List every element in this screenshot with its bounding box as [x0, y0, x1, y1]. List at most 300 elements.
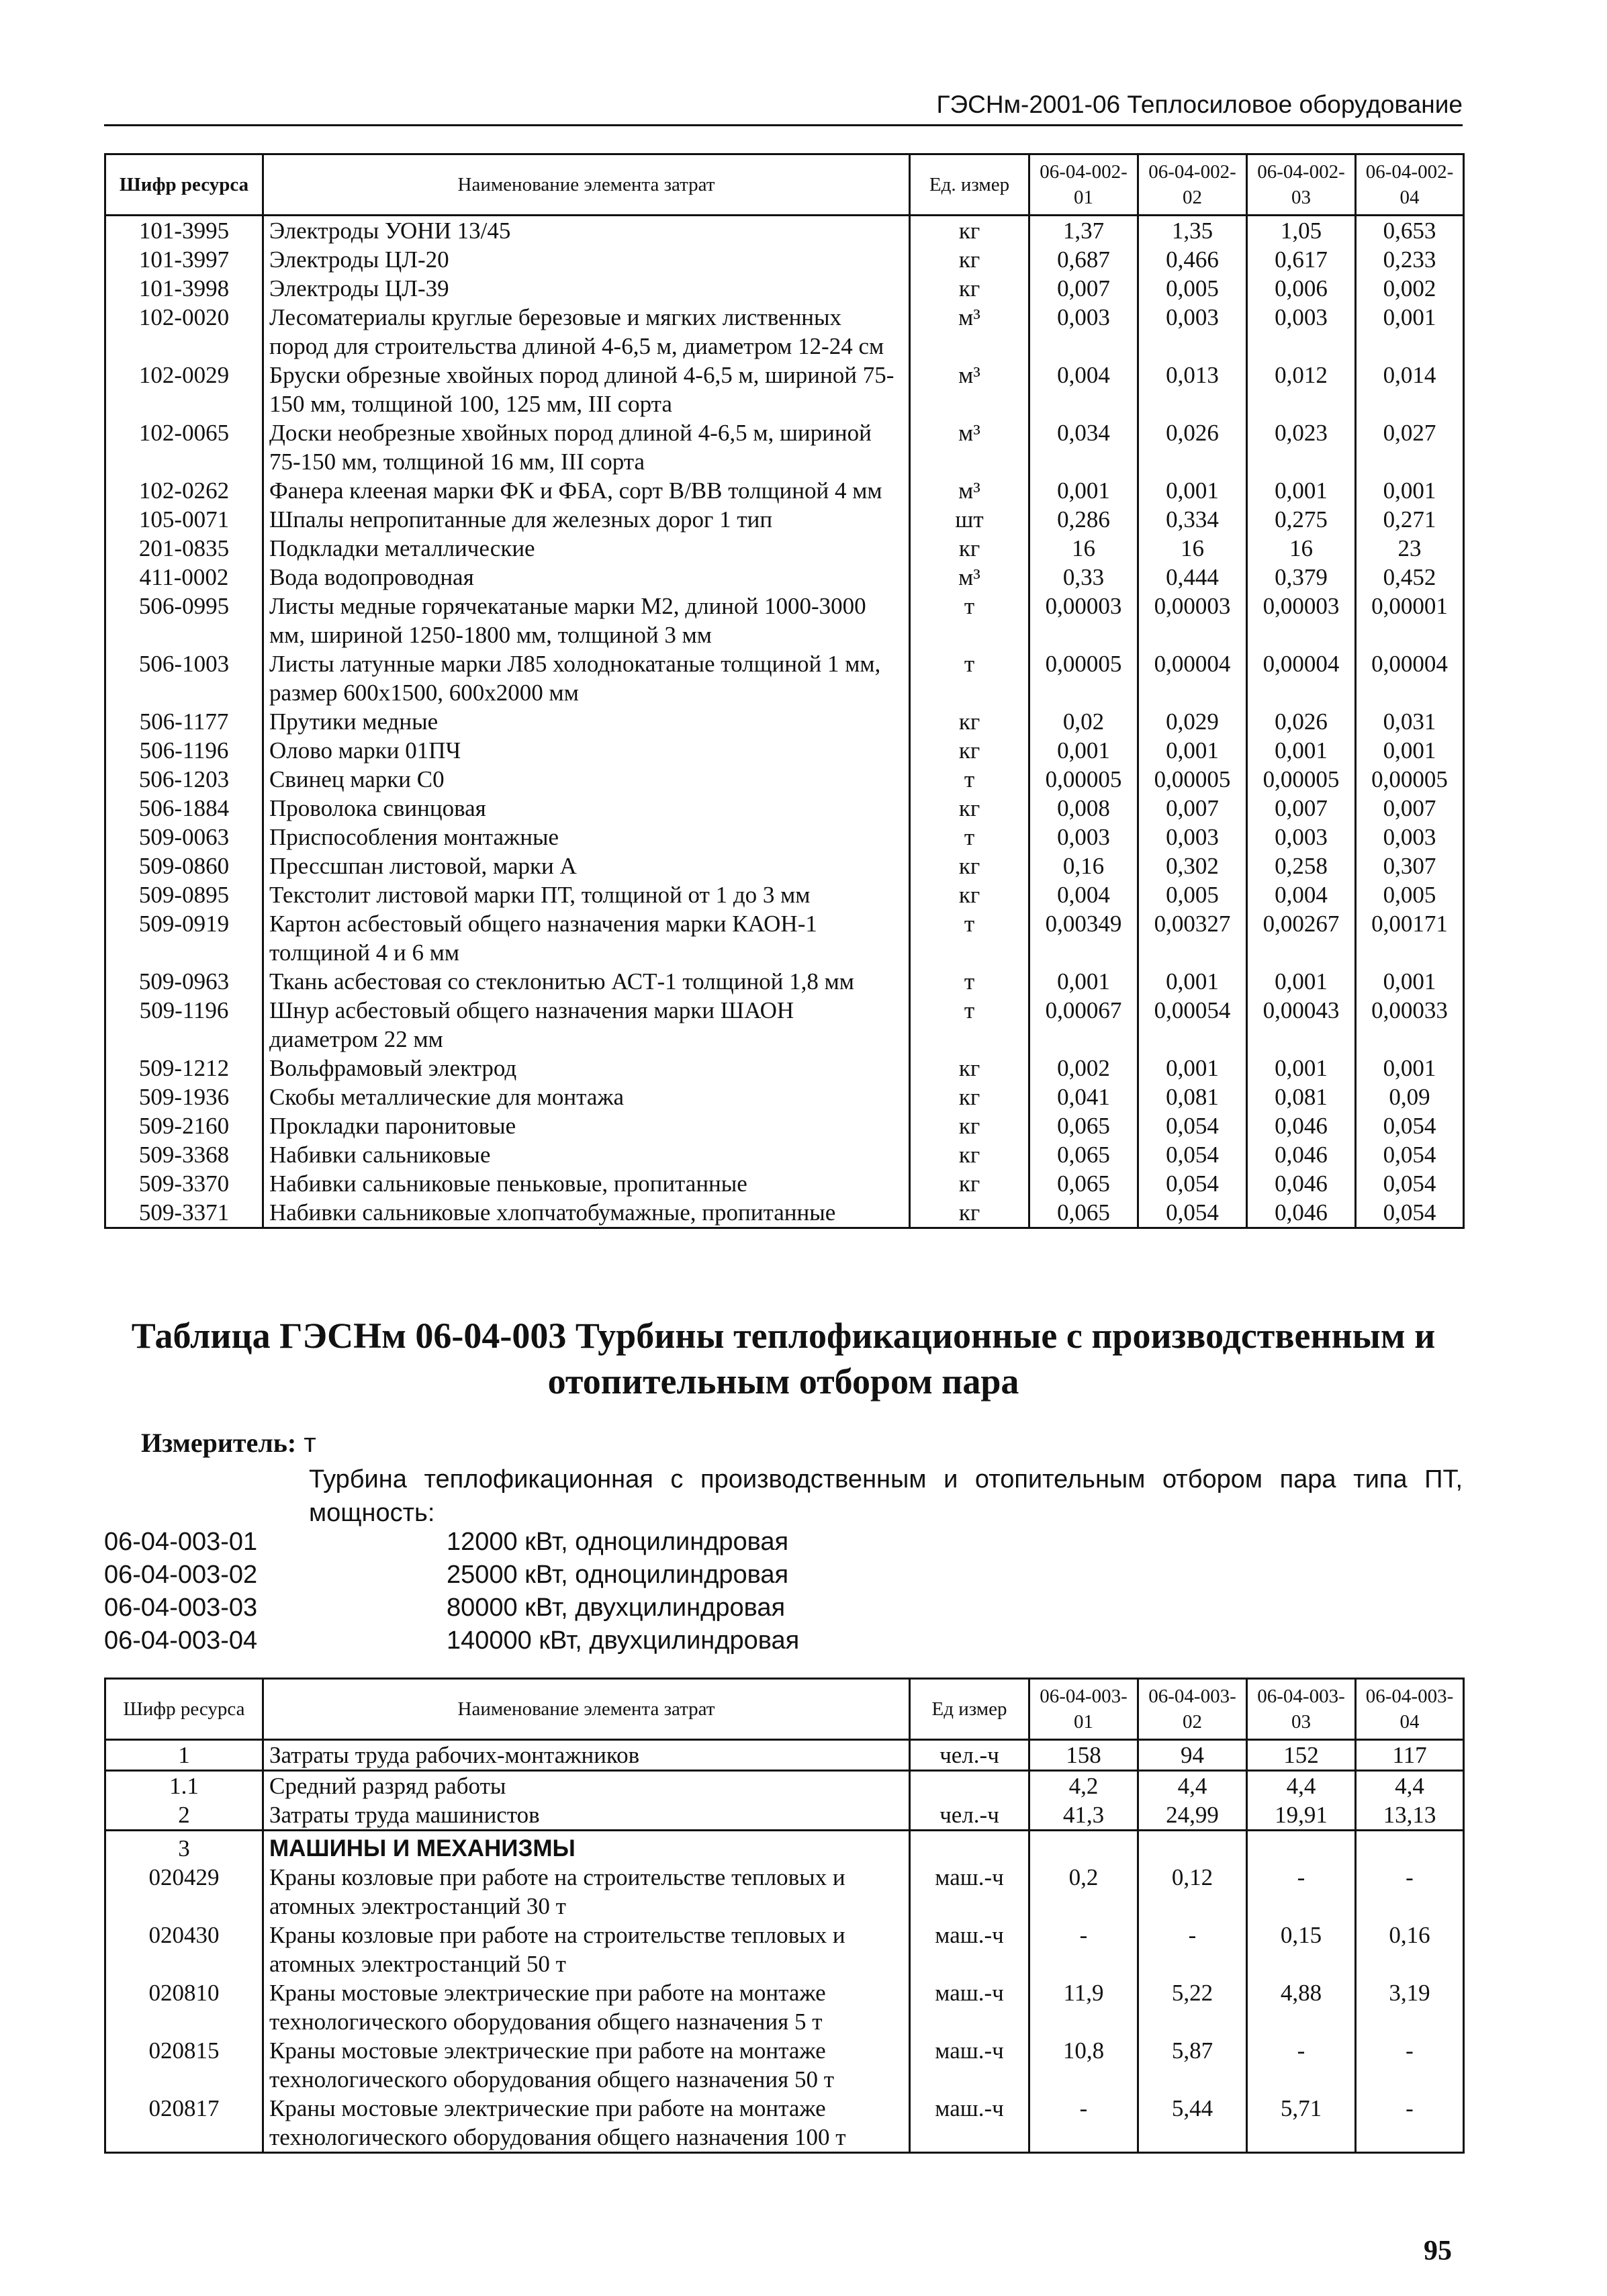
cell-unit: м³	[910, 418, 1029, 476]
cell-name: Приспособления монтажные	[263, 823, 910, 852]
table-row	[105, 2094, 1464, 2153]
cell-variant-3: 0,617	[1247, 245, 1356, 274]
cell-variant-2: 0,013	[1138, 361, 1247, 418]
cell-variant-1: 0,041	[1029, 1083, 1138, 1111]
cell-variant-4: 0,054	[1356, 1169, 1464, 1198]
cell-code: 509-0919	[105, 909, 263, 967]
cell-variant-3: 0,00005	[1247, 765, 1356, 794]
cell-variant-3: 0,004	[1247, 880, 1356, 909]
cell-variant-4: 0,653	[1356, 216, 1464, 246]
cell-code: 509-0063	[105, 823, 263, 852]
cell-code: 020815	[105, 2036, 263, 2094]
cell-variant-4: -	[1356, 2036, 1464, 2094]
variant-description: 12000 кВт, одноцилиндровая	[447, 1528, 789, 1556]
cell-variant-1: 0,687	[1029, 245, 1138, 274]
cell-code: 1	[105, 1740, 263, 1771]
cell-variant-3: 0,046	[1247, 1140, 1356, 1169]
meter-line	[141, 1427, 316, 1459]
table-header-row	[105, 1679, 1464, 1740]
cell-unit: маш.-ч	[910, 1978, 1029, 2036]
cell-unit: т	[910, 967, 1029, 996]
cell-unit	[910, 1831, 1029, 1864]
cell-variant-4: 0,001	[1356, 967, 1464, 996]
table-row	[105, 216, 1464, 246]
cell-name: Листы медные горячекатаные марки М2, длиной 1000-3000 мм, шириной 1250-1800 мм, толщиной 3 мм	[263, 592, 910, 649]
table-row	[105, 1771, 1464, 1801]
cell-unit: т	[910, 823, 1029, 852]
cell-code: 105-0071	[105, 505, 263, 534]
cell-unit: т	[910, 649, 1029, 707]
cell-variant-4: 0,09	[1356, 1083, 1464, 1111]
cell-variant-3: 0,275	[1247, 505, 1356, 534]
cell-name: Подкладки металлические	[263, 534, 910, 563]
cell-code: 020430	[105, 1921, 263, 1978]
cell-variant-2: 0,003	[1138, 823, 1247, 852]
cell-code: 509-0860	[105, 852, 263, 880]
resource-table-06-04-003	[104, 1678, 1465, 2154]
table-row	[105, 1140, 1464, 1169]
page-number: 95	[1424, 2236, 1452, 2266]
cell-variant-2: 1,35	[1138, 216, 1247, 246]
cell-variant-2: 5,87	[1138, 2036, 1247, 2094]
cell-variant-4: 0,00005	[1356, 765, 1464, 794]
cell-variant-3: 0,081	[1247, 1083, 1356, 1111]
cell-name: Олово марки 01ПЧ	[263, 736, 910, 765]
cell-code: 509-0963	[105, 967, 263, 996]
cell-variant-3: 0,006	[1247, 274, 1356, 303]
cell-variant-1: 10,8	[1029, 2036, 1138, 2094]
cell-unit: т	[910, 909, 1029, 967]
header-unit: Ед. измер	[910, 154, 1029, 216]
table-row	[105, 967, 1464, 996]
table-row	[105, 245, 1464, 274]
cell-variant-2: 0,081	[1138, 1083, 1247, 1111]
cell-unit: кг	[910, 1111, 1029, 1140]
table-row	[105, 592, 1464, 649]
cell-variant-4: -	[1356, 2094, 1464, 2153]
cell-variant-1: 0,065	[1029, 1198, 1138, 1228]
cell-unit: кг	[910, 1083, 1029, 1111]
cell-variant-1: 0,00003	[1029, 592, 1138, 649]
cell-name: Электроды ЦЛ-39	[263, 274, 910, 303]
running-head: ГЭСНм-2001-06 Теплосиловое оборудование	[104, 91, 1463, 126]
table-row	[105, 563, 1464, 592]
table-row	[105, 361, 1464, 418]
cell-variant-1: -	[1029, 2094, 1138, 2153]
table-row	[105, 1083, 1464, 1111]
cell-unit: маш.-ч	[910, 1921, 1029, 1978]
cell-code: 2	[105, 1800, 263, 1831]
cell-code: 102-0262	[105, 476, 263, 505]
cell-variant-4: 0,001	[1356, 476, 1464, 505]
cell-variant-4: 0,233	[1356, 245, 1464, 274]
cell-variant-1: -	[1029, 1921, 1138, 1978]
cell-variant-4: 23	[1356, 534, 1464, 563]
cell-variant-4: 117	[1356, 1740, 1464, 1771]
cell-variant-4: 0,452	[1356, 563, 1464, 592]
cell-name: Затраты труда машинистов	[263, 1800, 910, 1831]
cell-name: Фанера клееная марки ФК и ФБА, сорт В/ВВ толщиной 4 мм	[263, 476, 910, 505]
cell-variant-2: 0,003	[1138, 303, 1247, 361]
table-row	[105, 852, 1464, 880]
meter-unit: т	[304, 1428, 316, 1458]
table-row	[105, 1831, 1464, 1864]
cell-variant-4: 0,027	[1356, 418, 1464, 476]
cell-variant-2: 0,444	[1138, 563, 1247, 592]
cell-unit: кг	[910, 707, 1029, 736]
table-row	[105, 794, 1464, 823]
cell-variant-4: 0,031	[1356, 707, 1464, 736]
table-row	[105, 823, 1464, 852]
cell-name: Шпалы непропитанные для железных дорог 1 тип	[263, 505, 910, 534]
cell-variant-2: 0,054	[1138, 1140, 1247, 1169]
table-row	[105, 505, 1464, 534]
cell-name: Скобы металлические для монтажа	[263, 1083, 910, 1111]
cell-name: Электроды УОНИ 13/45	[263, 216, 910, 246]
table-row	[105, 303, 1464, 361]
cell-code: 506-1884	[105, 794, 263, 823]
variant-item	[104, 1559, 799, 1592]
cell-variant-2: 0,12	[1138, 1863, 1247, 1921]
header-variant-4: 06-04-002-04	[1356, 154, 1464, 216]
cell-variant-1: 0,001	[1029, 967, 1138, 996]
cell-variant-3: 0,046	[1247, 1169, 1356, 1198]
cell-variant-1: 0,00349	[1029, 909, 1138, 967]
cell-variant-1: 4,2	[1029, 1771, 1138, 1801]
table-row	[105, 707, 1464, 736]
cell-name: Электроды ЦЛ-20	[263, 245, 910, 274]
cell-variant-1: 158	[1029, 1740, 1138, 1771]
header-variant-2: 06-04-002-02	[1138, 154, 1247, 216]
cell-variant-3: 0,023	[1247, 418, 1356, 476]
cell-variant-4: 0,00171	[1356, 909, 1464, 967]
cell-variant-4: 0,001	[1356, 1054, 1464, 1083]
cell-variant-1: 0,001	[1029, 476, 1138, 505]
cell-code: 509-3371	[105, 1198, 263, 1228]
cell-unit: т	[910, 765, 1029, 794]
cell-code: 506-1177	[105, 707, 263, 736]
table-row	[105, 1800, 1464, 1831]
cell-variant-2: 0,007	[1138, 794, 1247, 823]
cell-variant-1	[1029, 1831, 1138, 1864]
cell-variant-1: 0,00067	[1029, 996, 1138, 1054]
cell-code: 506-1003	[105, 649, 263, 707]
cell-variant-1: 0,004	[1029, 361, 1138, 418]
intro-text: Турбина теплофикационная с производственным и отопительным отбором пара типа ПТ, мощность:	[309, 1465, 1463, 1527]
table-row	[105, 476, 1464, 505]
cell-name: Вольфрамовый электрод	[263, 1054, 910, 1083]
table-row	[105, 2036, 1464, 2094]
cell-variant-2: 0,001	[1138, 1054, 1247, 1083]
cell-variant-1: 0,004	[1029, 880, 1138, 909]
cell-variant-3: -	[1247, 1863, 1356, 1921]
cell-variant-4: 0,00033	[1356, 996, 1464, 1054]
cell-variant-3: -	[1247, 2036, 1356, 2094]
cell-name: Набивки сальниковые хлопчатобумажные, пропитанные	[263, 1198, 910, 1228]
cell-unit: кг	[910, 1140, 1029, 1169]
table-row	[105, 736, 1464, 765]
cell-code: 101-3998	[105, 274, 263, 303]
table-row	[105, 1978, 1464, 2036]
cell-name: Доски необрезные хвойных пород длиной 4-6,5 м, шириной 75-150 мм, толщиной 16 мм, III сорта	[263, 418, 910, 476]
cell-variant-3: 0,00004	[1247, 649, 1356, 707]
cell-name: Свинец марки С0	[263, 765, 910, 794]
cell-unit: м³	[910, 303, 1029, 361]
cell-variant-2: 16	[1138, 534, 1247, 563]
cell-unit: кг	[910, 794, 1029, 823]
cell-variant-4: 0,001	[1356, 736, 1464, 765]
cell-name: Набивки сальниковые пеньковые, пропитанные	[263, 1169, 910, 1198]
cell-unit: кг	[910, 736, 1029, 765]
cell-name: Прутики медные	[263, 707, 910, 736]
cell-variant-3: 0,003	[1247, 823, 1356, 852]
cell-variant-3: 5,71	[1247, 2094, 1356, 2153]
cell-variant-3: 0,046	[1247, 1198, 1356, 1228]
cell-variant-2: 0,054	[1138, 1169, 1247, 1198]
cell-variant-1: 0,002	[1029, 1054, 1138, 1083]
variant-code: 06-04-003-04	[104, 1626, 258, 1655]
cell-unit: т	[910, 592, 1029, 649]
variant-item	[104, 1526, 799, 1559]
cell-variant-1: 0,00005	[1029, 649, 1138, 707]
table-row	[105, 880, 1464, 909]
cell-variant-1: 41,3	[1029, 1800, 1138, 1831]
cell-variant-3: 4,88	[1247, 1978, 1356, 2036]
variant-code: 06-04-003-01	[104, 1528, 258, 1556]
cell-code: 506-0995	[105, 592, 263, 649]
cell-name: Текстолит листовой марки ПТ, толщиной от 1 до 3 мм	[263, 880, 910, 909]
cell-code: 506-1196	[105, 736, 263, 765]
variant-list	[104, 1526, 799, 1657]
cell-variant-2: 0,00327	[1138, 909, 1247, 967]
header-code: Шифр ресурса	[105, 1679, 263, 1740]
cell-variant-4: 0,002	[1356, 274, 1464, 303]
cell-code: 102-0029	[105, 361, 263, 418]
cell-name: Лесоматериалы круглые березовые и мягких лиственных пород для строительства длиной 4-6,5 м, диаметром 12-24 см	[263, 303, 910, 361]
cell-name: Прокладки паронитовые	[263, 1111, 910, 1140]
cell-variant-1: 0,007	[1029, 274, 1138, 303]
cell-variant-4: 0,307	[1356, 852, 1464, 880]
header-name: Наименование элемента затрат	[263, 1679, 910, 1740]
cell-variant-2: 0,005	[1138, 880, 1247, 909]
header-variant-3: 06-04-003-03	[1247, 1679, 1356, 1740]
cell-name: Проволока свинцовая	[263, 794, 910, 823]
cell-code: 411-0002	[105, 563, 263, 592]
table-row	[105, 1198, 1464, 1228]
cell-variant-3: 0,001	[1247, 476, 1356, 505]
cell-unit: кг	[910, 245, 1029, 274]
cell-variant-4: 0,054	[1356, 1140, 1464, 1169]
cell-variant-4: 0,00001	[1356, 592, 1464, 649]
variant-item	[104, 1624, 799, 1657]
cell-variant-3: 0,012	[1247, 361, 1356, 418]
cell-code: 020429	[105, 1863, 263, 1921]
cell-code: 101-3997	[105, 245, 263, 274]
cell-variant-3: 0,258	[1247, 852, 1356, 880]
cell-variant-1: 0,00005	[1029, 765, 1138, 794]
cell-name: Ткань асбестовая со стеклонитью АСТ-1 толщиной 1,8 мм	[263, 967, 910, 996]
table-row	[105, 274, 1464, 303]
header-code: Шифр ресурса	[105, 154, 263, 216]
cell-variant-2: 5,44	[1138, 2094, 1247, 2153]
header-variant-3: 06-04-002-03	[1247, 154, 1356, 216]
cell-variant-3: 0,379	[1247, 563, 1356, 592]
cell-variant-1: 0,02	[1029, 707, 1138, 736]
cell-unit: чел.-ч	[910, 1740, 1029, 1771]
cell-variant-3: 0,00003	[1247, 592, 1356, 649]
table-row	[105, 1740, 1464, 1771]
cell-unit: кг	[910, 534, 1029, 563]
cell-variant-4: 4,4	[1356, 1771, 1464, 1801]
cell-code: 509-1196	[105, 996, 263, 1054]
cell-variant-2: 4,4	[1138, 1771, 1247, 1801]
cell-variant-2: 0,00054	[1138, 996, 1247, 1054]
cell-variant-1: 0,065	[1029, 1111, 1138, 1140]
cell-unit: кг	[910, 1054, 1029, 1083]
table-heading: Таблица ГЭСНм 06-04-003 Турбины теплофикационные с производственным и отопительным отбором пара	[131, 1316, 1436, 1402]
cell-variant-2	[1138, 1831, 1247, 1864]
cell-code: 201-0835	[105, 534, 263, 563]
variant-code: 06-04-003-03	[104, 1594, 258, 1622]
cell-variant-1: 0,008	[1029, 794, 1138, 823]
cell-variant-4: 0,003	[1356, 823, 1464, 852]
cell-code: 102-0065	[105, 418, 263, 476]
cell-unit: кг	[910, 852, 1029, 880]
cell-variant-1: 0,33	[1029, 563, 1138, 592]
cell-code: 020817	[105, 2094, 263, 2153]
cell-variant-2: 0,005	[1138, 274, 1247, 303]
cell-variant-2: 0,334	[1138, 505, 1247, 534]
cell-code: 506-1203	[105, 765, 263, 794]
cell-unit: кг	[910, 216, 1029, 246]
cell-code: 020810	[105, 1978, 263, 2036]
cell-variant-1: 0,003	[1029, 823, 1138, 852]
cell-name: Затраты труда рабочих-монтажников	[263, 1740, 910, 1771]
cell-name: Листы латунные марки Л85 холоднокатаные толщиной 1 мм, размер 600x1500, 600x2000 мм	[263, 649, 910, 707]
cell-code: 101-3995	[105, 216, 263, 246]
cell-variant-4: 0,054	[1356, 1111, 1464, 1140]
cell-variant-4: 0,16	[1356, 1921, 1464, 1978]
header-variant-2: 06-04-003-02	[1138, 1679, 1247, 1740]
cell-variant-4: 0,001	[1356, 303, 1464, 361]
table-row	[105, 1921, 1464, 1978]
cell-variant-2: 0,00004	[1138, 649, 1247, 707]
cell-variant-1: 0,286	[1029, 505, 1138, 534]
cell-name: Бруски обрезные хвойных пород длиной 4-6,5 м, шириной 75-150 мм, толщиной 100, 125 мм, III сорта	[263, 361, 910, 418]
cell-variant-3: 19,91	[1247, 1800, 1356, 1831]
cell-name: Набивки сальниковые	[263, 1140, 910, 1169]
cell-variant-1: 0,065	[1029, 1169, 1138, 1198]
cell-variant-3: 0,00267	[1247, 909, 1356, 967]
cell-variant-3: 4,4	[1247, 1771, 1356, 1801]
cell-unit: чел.-ч	[910, 1800, 1029, 1831]
cell-variant-3: 0,001	[1247, 736, 1356, 765]
cell-variant-2: 24,99	[1138, 1800, 1247, 1831]
cell-code: 509-3370	[105, 1169, 263, 1198]
variant-description: 140000 кВт, двухцилиндровая	[447, 1626, 800, 1655]
table-row	[105, 765, 1464, 794]
cell-name: Краны мостовые электрические при работе на монтаже технологического оборудования общего назначения 100 т	[263, 2094, 910, 2153]
cell-variant-1: 11,9	[1029, 1978, 1138, 2036]
table-row	[105, 1169, 1464, 1198]
cell-unit	[910, 1771, 1029, 1801]
variant-code: 06-04-003-02	[104, 1561, 258, 1589]
cell-variant-1: 0,16	[1029, 852, 1138, 880]
cell-variant-3: 16	[1247, 534, 1356, 563]
cell-unit: т	[910, 996, 1029, 1054]
table-row	[105, 909, 1464, 967]
cell-variant-4: 0,054	[1356, 1198, 1464, 1228]
table-header-row	[105, 154, 1464, 216]
cell-variant-1: 0,2	[1029, 1863, 1138, 1921]
resource-table-06-04-002	[104, 153, 1465, 1229]
cell-variant-4: 0,005	[1356, 880, 1464, 909]
cell-name: Краны мостовые электрические при работе на монтаже технологического оборудования общего назначения 5 т	[263, 1978, 910, 2036]
cell-variant-1: 16	[1029, 534, 1138, 563]
cell-code: 509-1212	[105, 1054, 263, 1083]
cell-variant-2: 0,00003	[1138, 592, 1247, 649]
cell-variant-3	[1247, 1831, 1356, 1864]
cell-name: Прессшпан листовой, марки А	[263, 852, 910, 880]
table-row	[105, 534, 1464, 563]
table-row	[105, 1863, 1464, 1921]
cell-variant-2: 0,001	[1138, 736, 1247, 765]
cell-unit: кг	[910, 1198, 1029, 1228]
cell-variant-3: 0,001	[1247, 967, 1356, 996]
variant-item	[104, 1592, 799, 1624]
cell-variant-2: 5,22	[1138, 1978, 1247, 2036]
cell-unit: кг	[910, 880, 1029, 909]
table-row	[105, 1111, 1464, 1140]
header-variant-4: 06-04-003-04	[1356, 1679, 1464, 1740]
cell-code: 509-0895	[105, 880, 263, 909]
cell-name: Средний разряд работы	[263, 1771, 910, 1801]
cell-code: 509-3368	[105, 1140, 263, 1169]
cell-variant-3: 0,046	[1247, 1111, 1356, 1140]
table-row	[105, 1054, 1464, 1083]
cell-code: 3	[105, 1831, 263, 1864]
cell-variant-3: 152	[1247, 1740, 1356, 1771]
cell-variant-3: 0,026	[1247, 707, 1356, 736]
cell-variant-2: 0,466	[1138, 245, 1247, 274]
header-variant-1: 06-04-003-01	[1029, 1679, 1138, 1740]
cell-variant-2: 0,00005	[1138, 765, 1247, 794]
header-variant-1: 06-04-002-01	[1029, 154, 1138, 216]
table-row	[105, 649, 1464, 707]
cell-unit: кг	[910, 1169, 1029, 1198]
cell-name: МАШИНЫ И МЕХАНИЗМЫ	[263, 1831, 910, 1864]
cell-unit: маш.-ч	[910, 1863, 1029, 1921]
cell-name: Краны мостовые электрические при работе на монтаже технологического оборудования общего назначения 50 т	[263, 2036, 910, 2094]
cell-variant-2: 0,054	[1138, 1198, 1247, 1228]
cell-variant-1: 0,034	[1029, 418, 1138, 476]
cell-unit: кг	[910, 274, 1029, 303]
cell-variant-4: 13,13	[1356, 1800, 1464, 1831]
cell-name: Картон асбестовый общего назначения марки КАОН-1 толщиной 4 и 6 мм	[263, 909, 910, 967]
cell-name: Шнур асбестовый общего назначения марки ШАОН диаметром 22 мм	[263, 996, 910, 1054]
cell-variant-2: 0,302	[1138, 852, 1247, 880]
cell-variant-3: 0,00043	[1247, 996, 1356, 1054]
cell-name: Вода водопроводная	[263, 563, 910, 592]
cell-name: Краны козловые при работе на строительстве тепловых и атомных электростанций 30 т	[263, 1863, 910, 1921]
table-row	[105, 996, 1464, 1054]
cell-variant-4: -	[1356, 1863, 1464, 1921]
header-unit: Ед измер	[910, 1679, 1029, 1740]
cell-variant-4: 0,007	[1356, 794, 1464, 823]
cell-variant-3: 1,05	[1247, 216, 1356, 246]
variant-description: 25000 кВт, одноцилиндровая	[447, 1561, 789, 1589]
cell-code: 102-0020	[105, 303, 263, 361]
